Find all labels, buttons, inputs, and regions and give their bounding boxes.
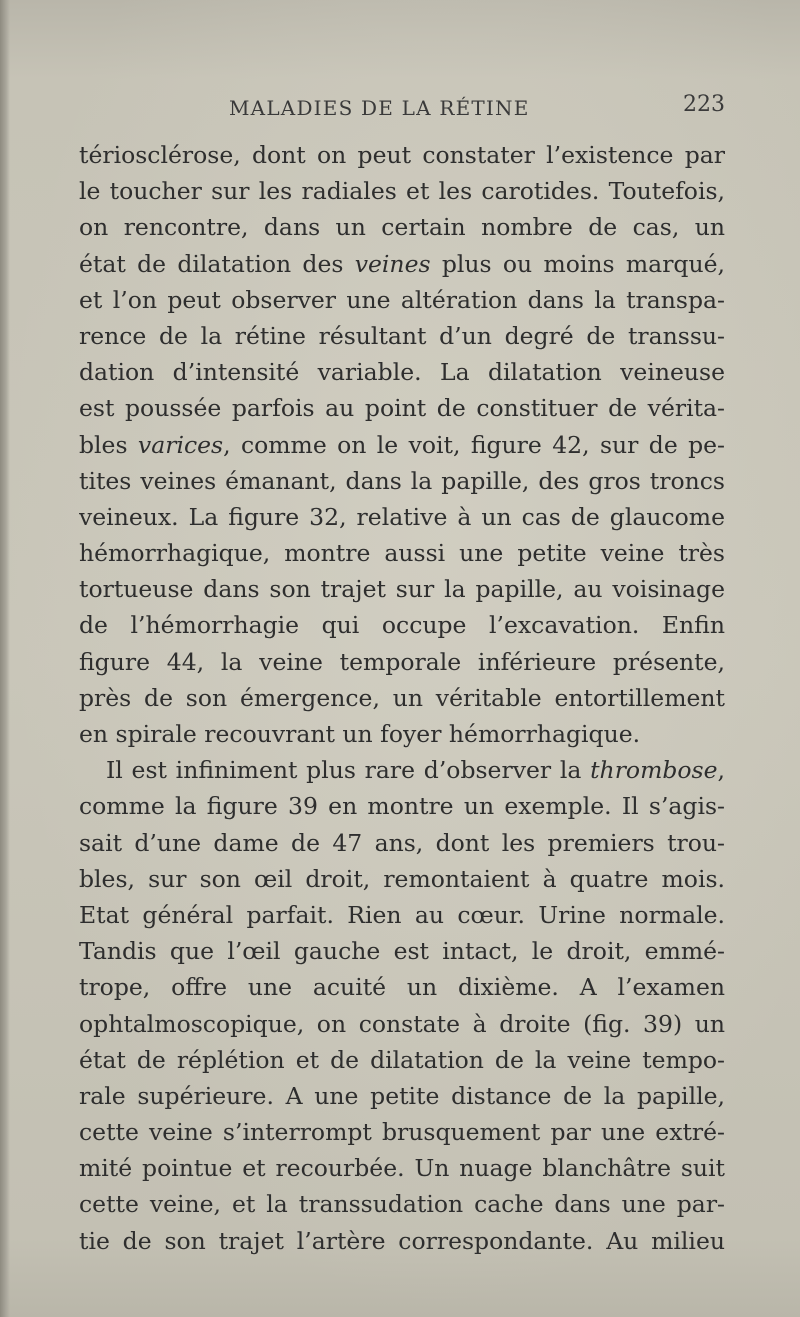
page-binding-edge xyxy=(0,0,10,1317)
text-segment: plus ou moins marqué, xyxy=(430,249,725,278)
text-segment: le toucher sur les radiales et les carotides. Toutefois, xyxy=(79,177,725,206)
text-line xyxy=(79,1150,725,1186)
text-segment: , xyxy=(717,756,725,785)
text-segment: tortueuse dans son trajet sur la papille, au voisinage xyxy=(79,575,725,604)
text-segment: hémorrhagique, montre aussi une petite veine très xyxy=(79,539,725,568)
text-segment: , comme on le voit, figure 42, sur de pe- xyxy=(223,430,725,459)
text-line xyxy=(79,173,725,209)
text-line xyxy=(79,969,725,1005)
text-segment: de l’hémorrhagie qui occupe l’excavation. Enfin xyxy=(79,611,725,640)
text-line xyxy=(79,933,725,969)
text-segment: dation d’intensité variable. La dilatation veineuse xyxy=(79,358,725,387)
text-line xyxy=(79,1186,725,1222)
italic-term: varices xyxy=(137,430,224,459)
running-title: MALADIES DE LA RÉTINE xyxy=(229,96,530,120)
text-line xyxy=(79,825,725,861)
text-line xyxy=(79,1042,725,1078)
text-segment: en spirale recouvrant un foyer hémorrhagique. xyxy=(79,720,641,748)
text-line xyxy=(79,1078,725,1114)
text-line xyxy=(79,137,725,173)
text-line xyxy=(79,752,725,788)
text-line xyxy=(79,607,725,643)
italic-term: thrombose xyxy=(590,756,718,785)
text-line xyxy=(79,680,725,716)
text-line xyxy=(79,897,725,933)
text-segment: cette veine s’interrompt brusquement par une extré- xyxy=(79,1118,725,1147)
text-segment: Il est infiniment plus rare d’observer la xyxy=(106,756,591,785)
text-segment: bles xyxy=(79,430,138,459)
text-line xyxy=(79,318,725,354)
text-line xyxy=(79,1006,725,1042)
text-line xyxy=(79,571,725,607)
text-line xyxy=(79,861,725,897)
text-segment: rale supérieure. A une petite distance de la papille, xyxy=(79,1081,725,1110)
text-line xyxy=(79,499,725,535)
text-segment: comme la figure 39 en montre un exemple. Il s’agis- xyxy=(79,792,725,821)
italic-term: veines xyxy=(354,249,431,278)
text-segment: est poussée parfois au point de constituer de vérita- xyxy=(79,394,725,423)
text-segment: figure 44, la veine temporale inférieure présente, xyxy=(79,647,725,676)
text-line xyxy=(79,535,725,571)
text-line xyxy=(79,463,725,499)
text-line xyxy=(79,716,725,752)
text-line xyxy=(79,788,725,824)
text-segment: trope, offre une acuité un dixième. A l’examen xyxy=(79,973,725,1002)
text-line xyxy=(79,644,725,680)
text-segment: état de dilatation des xyxy=(79,249,355,278)
text-line xyxy=(79,246,725,282)
text-segment: tites veines émanant, dans la papille, des gros troncs xyxy=(79,466,725,495)
text-segment: on rencontre, dans un certain nombre de cas, un xyxy=(79,213,725,242)
text-line xyxy=(79,354,725,390)
text-segment: près de son émergence, un véritable entortillement xyxy=(79,683,725,712)
text-segment: cette veine, et la transsudation cache dans une par- xyxy=(79,1190,725,1219)
text-segment: Tandis que l’œil gauche est intact, le droit, emmé- xyxy=(79,937,725,966)
page-header xyxy=(0,90,800,130)
text-segment: bles, sur son œil droit, remontaient à quatre mois. xyxy=(79,864,725,893)
text-segment: tie de son trajet l’artère correspondante. Au milieu xyxy=(79,1226,725,1255)
text-line xyxy=(79,1114,725,1150)
text-segment: veineux. La figure 32, relative à un cas de glaucome xyxy=(79,502,725,531)
text-segment: Etat général parfait. Rien au cœur. Urine normale. xyxy=(79,900,725,929)
body-text xyxy=(79,137,725,1259)
text-line xyxy=(79,282,725,318)
text-segment: état de réplétion et de dilatation de la veine tempo- xyxy=(79,1045,725,1074)
text-line xyxy=(79,209,725,245)
text-segment: sait d’une dame de 47 ans, dont les premiers trou- xyxy=(79,828,725,857)
text-segment: et l’on peut observer une altération dans la transpa- xyxy=(79,285,725,314)
text-line xyxy=(79,390,725,426)
text-segment: rence de la rétine résultant d’un degré de transsu- xyxy=(79,321,725,350)
text-segment: ophtalmoscopique, on constate à droite (fig. 39) un xyxy=(79,1009,725,1038)
text-segment: tériosclérose, dont on peut constater l’existence par xyxy=(79,141,725,169)
page-number: 223 xyxy=(683,92,725,117)
text-line xyxy=(79,427,725,463)
text-line xyxy=(79,1223,725,1259)
text-segment: mité pointue et recourbée. Un nuage blanchâtre suit xyxy=(79,1154,725,1183)
